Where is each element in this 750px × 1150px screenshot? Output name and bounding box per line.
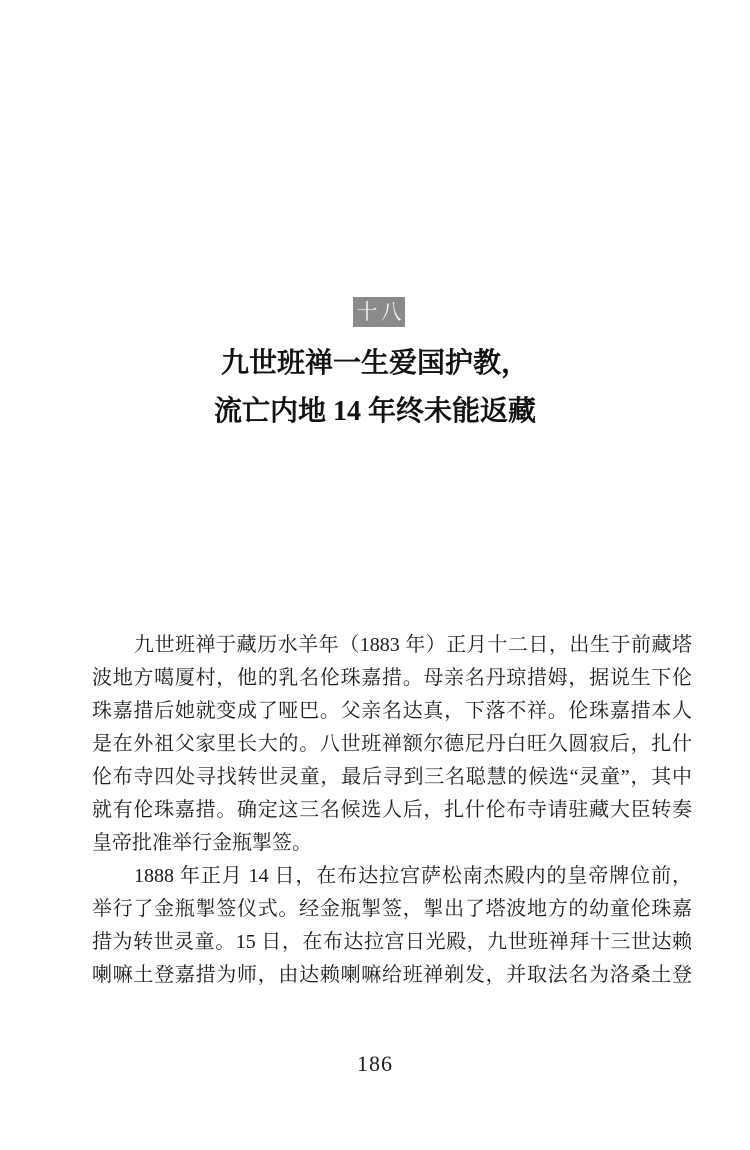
chapter-title [0,340,750,436]
body-line: 就有伦珠嘉措。确定这三名候选人后，扎什伦布寺请驻藏大臣转奏 [92,799,692,821]
body-line: 九世班禅于藏历水羊年（1883 年）正月十二日，出生于前藏塔 [134,634,692,656]
body-line: 举行了金瓶掣签仪式。经金瓶掣签，掣出了塔波地方的幼童伦珠嘉 [92,898,692,920]
chapter-title-line-1: 九世班禅一生爱国护教， [220,348,529,379]
chapter-title-line-2: 流亡内地 14 年终未能返藏 [213,396,536,427]
body-line: 伦布寺四处寻找转世灵童，最后寻到三名聪慧的候选“灵童”，其中 [92,766,692,788]
body-line: 1888 年正月 14 日，在布达拉宫萨松南杰殿内的皇帝牌位前， [134,865,692,887]
body-line: 珠嘉措后她就变成了哑巴。父亲名达真，下落不祥。伦珠嘉措本人 [92,700,692,722]
chapter-number-badge: 十八 [353,297,405,327]
body-line: 是在外祖父家里长大的。八世班禅额尔德尼丹白旺久圆寂后，扎什 [92,733,692,755]
body-line: 喇嘛土登嘉措为师，由达赖喇嘛给班禅剃发，并取法名为洛桑土登 [92,964,692,986]
body-text [92,629,692,992]
paragraph [92,860,692,992]
body-line: 措为转世灵童。15 日，在布达拉宫日光殿，九世班禅拜十三世达赖 [92,931,692,953]
body-line: 皇帝批准举行金瓶掣签。 [92,832,312,854]
page-number: 186 [357,1051,393,1076]
body-line: 波地方噶厦村，他的乳名伦珠嘉措。母亲名丹琼措姆，据说生下伦 [92,667,692,689]
paragraph [92,629,692,860]
